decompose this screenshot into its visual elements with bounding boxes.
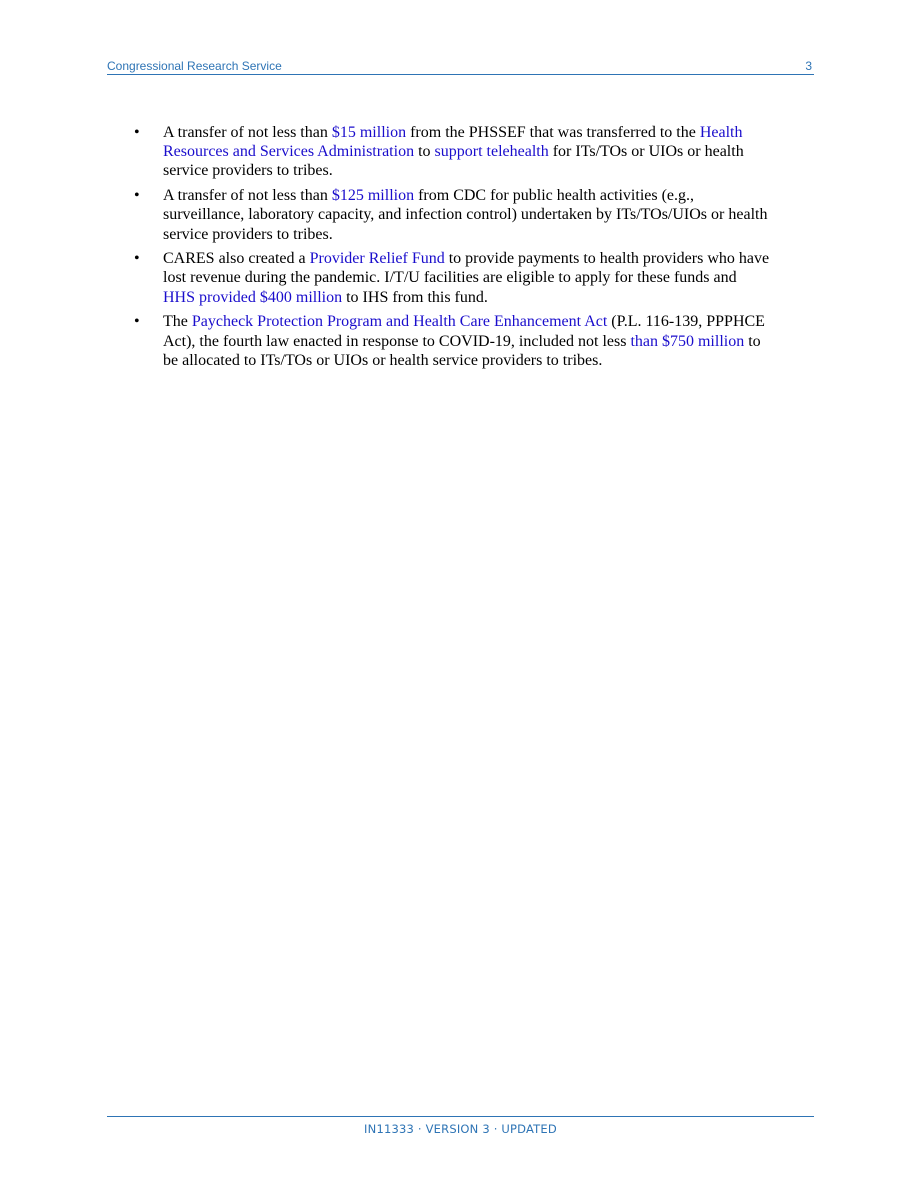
hyperlink[interactable]: Paycheck Protection Program and Health Care Enhancement Act <box>191 313 608 331</box>
footer-report-id: IN11333 · VERSION 3 · UPDATED <box>364 1122 557 1136</box>
hyperlink[interactable]: Provider Relief Fund <box>309 250 445 268</box>
page-footer <box>107 1116 814 1136</box>
bullet-text: to IHS from this fund. <box>342 288 488 306</box>
bullet-text: (P.L. 116-139, PPPHCE Act), the fourth law enacted in response to COVID-19, included not less <box>163 313 765 350</box>
bullet-text: to <box>414 143 435 161</box>
bullet-list <box>130 123 770 370</box>
header-organization: Congressional Research Service <box>107 59 282 73</box>
bullet-text: for ITs/TOs or UIOs or health service providers to tribes. <box>163 143 744 180</box>
bullet-dot-icon: • <box>134 187 140 205</box>
hyperlink[interactable]: HHS provided $400 million <box>163 288 343 306</box>
bullet-item <box>130 312 770 370</box>
bullet-text: A transfer of not less than <box>163 187 332 205</box>
header-page-number: 3 <box>805 59 812 73</box>
page-header <box>107 58 814 75</box>
bullet-dot-icon: • <box>134 313 140 331</box>
bullet-text: to be allocated to ITs/TOs or UIOs or health service providers to tribes. <box>163 332 761 369</box>
bullet-text: A transfer of not less than <box>163 124 332 141</box>
hyperlink[interactable]: $15 million <box>331 124 407 141</box>
bullet-dot-icon: • <box>134 124 140 141</box>
hyperlink[interactable]: $125 million <box>331 187 415 205</box>
bullet-item <box>130 249 770 307</box>
bullet-text: from CDC for public health activities (e.g., surveillance, laboratory capacity, and infection control) undertaken by ITs/TOs/UIOs or health service providers to tribes. <box>163 187 768 243</box>
hyperlink[interactable]: support telehealth <box>434 143 549 161</box>
bullet-text: to provide payments to health providers who have lost revenue during the pandemic. I/T/U facilities are eligible to apply for these funds and <box>163 250 770 287</box>
hyperlink[interactable]: Health Resources and Services Administration <box>163 124 743 161</box>
document-body <box>130 123 770 375</box>
bullet-text: from the PHSSEF that was transferred to the <box>406 124 700 141</box>
bullet-text: CARES also created a <box>163 250 310 268</box>
bullet-text: The <box>163 313 192 331</box>
bullet-item <box>130 123 770 181</box>
bullet-item <box>130 186 770 244</box>
bullet-dot-icon: • <box>134 250 140 268</box>
hyperlink[interactable]: than $750 million <box>630 332 745 350</box>
